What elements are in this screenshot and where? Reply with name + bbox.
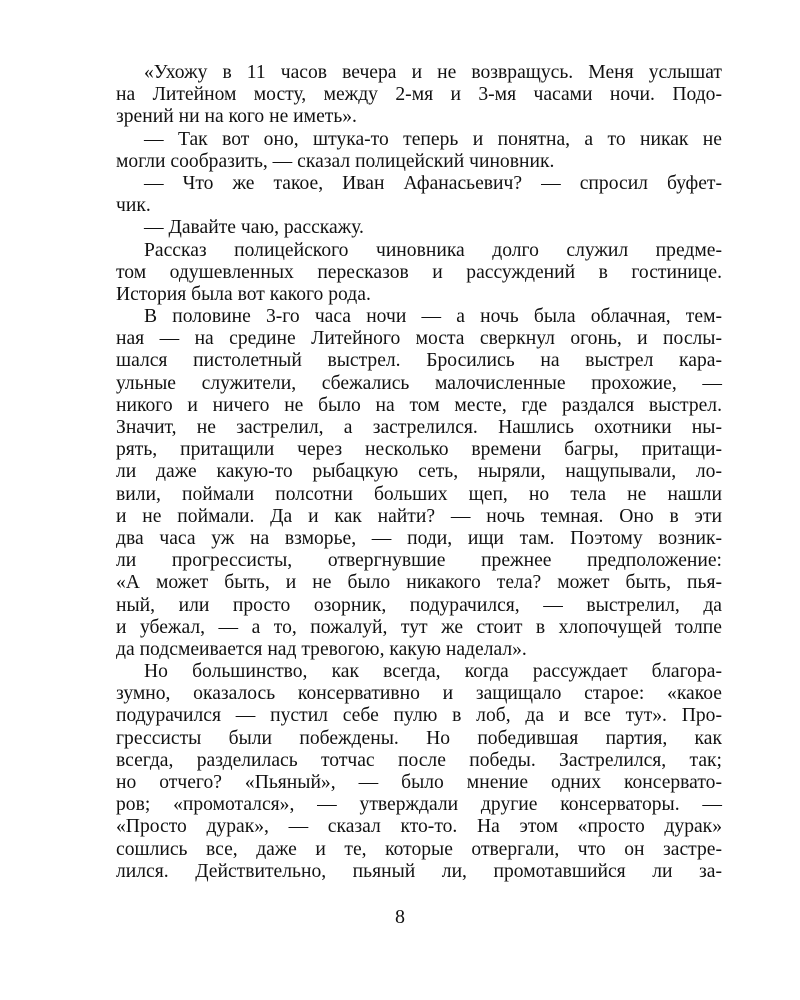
text-line: История была вот какого рода. (116, 283, 371, 305)
text-line: всегда, разделилась тотчас после победы. Застрелился, так; (116, 749, 722, 771)
text-line: ный, или просто озорник, подурачился, — выстрелил, да (116, 594, 722, 616)
text-line: ров; «промотался», — утверждали другие консерваторы. — (116, 794, 722, 816)
text-line: вили, поймали полсотни больших щеп, но тела не нашли (116, 483, 722, 505)
text-line: ли прогрессисты, отвергнувшие прежнее предположение: (116, 550, 722, 572)
text-line: Но большинство, как всегда, когда рассуждает благора- (144, 661, 722, 683)
text-line: «Ухожу в 11 часов вечера и не возвращусь. Меня услышат (144, 62, 722, 83)
text-line: никого и ничего не было на том месте, где раздался выстрел. (116, 394, 722, 416)
text-line: зрений ни на кого не иметь». (116, 106, 357, 128)
text-line: зумно, оказалось консервативно и защищало старое: «какое (116, 683, 722, 705)
text-line: чик. (116, 195, 151, 217)
text-line: грессисты были побеждены. Но победившая партия, как (116, 727, 722, 749)
text-line: шался пистолетный выстрел. Бросились на выстрел кара- (116, 350, 722, 372)
page-body (116, 62, 722, 883)
text-line: «Просто дурак», — сказал кто-то. На этом «просто дурак» (116, 816, 722, 838)
text-line: ная — на средине Литейного моста сверкнул огонь, и послы- (116, 328, 722, 350)
text-line: ли даже какую-то рыбацкую сеть, ныряли, нащупывали, ло- (116, 461, 722, 483)
text-line: рять, притащили через несколько времени багры, притащи- (116, 439, 722, 461)
text-line: — Что же такое, Иван Афанасьевич? — спросил буфет- (144, 172, 722, 194)
text-line: и убежал, — а то, пожалуй, тут же стоит в хлопочущей толпе (116, 616, 722, 638)
text-line: — Давайте чаю, расскажу. (144, 217, 364, 239)
text-line: на Литейном мосту, между 2-мя и 3-мя часами ночи. Подо- (116, 84, 722, 106)
text-line: сошлись все, даже и те, которые отвергали, что он застре- (116, 838, 722, 860)
text-line: и не поймали. Да и как найти? — ночь темная. Оно в эти (116, 505, 722, 527)
text-line: — Так вот оно, штука-то теперь и понятна, а то никак не (144, 128, 722, 150)
text-line: Рассказ полицейского чиновника долго служил предме- (144, 239, 722, 261)
text-line: да подсмеивается над тревогою, какую наделал». (116, 638, 527, 660)
text-line: лился. Действительно, пьяный ли, промотавшийся ли за- (116, 860, 722, 882)
text-line: Значит, не застрелил, а застрелился. Нашлись охотники ны- (116, 417, 722, 438)
text-line: подурачился — пустил себе пулю в лоб, да и все тут». Про- (116, 705, 722, 727)
text-line: но отчего? «Пьяный», — было мнение одних консервато- (116, 772, 722, 793)
text-line: «А может быть, и не было никакого тела? может быть, пья- (116, 572, 722, 594)
page-number: 8 (395, 906, 405, 928)
text-line: два часа уж на взморье, — поди, ищи там. Поэтому возник- (116, 527, 722, 549)
text-line: В половине 3-го часа ночи — а ночь была облачная, тем- (144, 306, 722, 328)
text-line: ульные служители, сбежались малочисленные прохожие, — (116, 372, 722, 394)
text-line: том одушевленных пересказов и рассуждений в гостинице. (116, 261, 722, 283)
text-line: могли сообразить, — сказал полицейский чиновник. (116, 150, 555, 172)
